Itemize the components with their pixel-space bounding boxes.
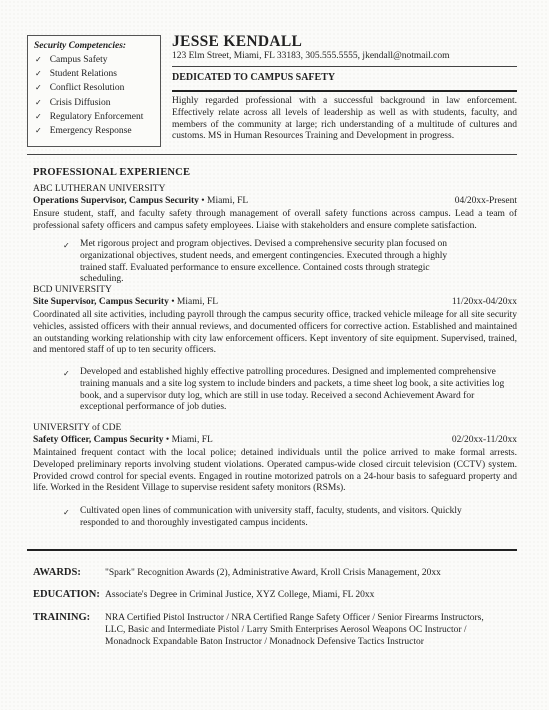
job-title-line: Operations Supervisor, Campus Security • Miami, FL: [33, 196, 249, 206]
competency-item: ✓ Campus Safety: [35, 53, 160, 67]
header-divider: [172, 66, 517, 67]
job-org: BCD UNIVERSITY: [33, 285, 112, 295]
job-achievement: Cultivated open lines of communication with university staff, faculty, students, and visitors. Quickly responded to and thoroughly investigated campus incidents.: [80, 506, 462, 528]
competency-item: ✓ Student Relations: [35, 67, 160, 81]
experience-title: PROFESSIONAL EXPERIENCE: [33, 167, 191, 178]
tagline: DEDICATED TO CAMPUS SAFETY: [172, 72, 336, 83]
summary: Highly regarded professional with a successful background in law enforcement. Effectively relate across all levels of leadership as well as with students, faculty, and members of the community at large; rich understanding of a multitude of cultures and customs. MS in Human Resources Training and Development in progress.: [172, 96, 517, 142]
section-divider: [27, 154, 517, 155]
job-dates: 11/20xx-04/20xx: [451, 297, 517, 307]
candidate-name: JESSE KENDALL: [172, 33, 303, 50]
job-org: UNIVERSITY of CDE: [33, 423, 122, 433]
check-icon: ✓: [63, 241, 70, 250]
check-icon: ✓: [63, 508, 70, 517]
competency-item: ✓ Emergency Response: [35, 124, 160, 138]
training-label: TRAINING:: [33, 612, 91, 623]
awards-label: AWARDS:: [33, 567, 81, 578]
section-divider: [27, 549, 517, 551]
training-text: NRA Certified Pistol Instructor / NRA Certified Range Safety Officer / Senior Firearms Instructors, LLC, Basic and Intermediate Pistol / Larry Smith Enterprises Aerosol Weapons OC Instructor / Monadnock Expandable Baton Instructor / Monadnock Defensive Tactics Instructor: [105, 613, 484, 647]
competencies-list: [28, 53, 160, 138]
job-dates: 02/20xx-11/20xx: [451, 435, 517, 445]
job-achievement: Met rigorous project and program objectives. Devised a comprehensive security plan focused on organizational objectives, student needs, and emergent contingencies. Executed through a highly trained staff. Evaluated performance to ensure excellence. Contained costs through strategic scheduling.: [80, 239, 448, 285]
job-org: ABC LUTHERAN UNIVERSITY: [33, 184, 166, 194]
contact-info: 123 Elm Street, Miami, FL 33183, 305.555.5555, jkendall@notmail.com: [172, 51, 450, 61]
job-achievement: Developed and established highly effective patrolling procedures. Designed and implemented comprehensive training manuals and a site log system to include binders and packets, a time sheet log book, a site activities log book, and a supervisor duty log, which are still in use today. Received a second Achievement Award for exceptional performance of job duties.: [80, 367, 505, 413]
education-text: Associate's Degree in Criminal Justice, XYZ College, Miami, FL 20xx: [105, 590, 375, 600]
job-description: Maintained frequent contact with the local police; detained individuals until the police arrived to make formal arrests. Developed preliminary reports involving student violations. Operated campus-wide closed circuit television (CCTV) system. Provided crowd control for special events. Engaged in routine motorized patrols on a 24-hour basis to safeguard property and life. Worked in the Resident Village to supervise resident safety monitors (RSMs).: [33, 448, 517, 494]
education-label: EDUCATION:: [33, 589, 100, 600]
awards-text: "Spark" Recognition Awards (2), Administrative Award, Kroll Crisis Management, 20xx: [105, 568, 441, 578]
competency-item: ✓ Conflict Resolution: [35, 81, 160, 95]
competencies-title: Security Competencies:: [34, 41, 127, 51]
job-dates: 04/20xx-Present: [454, 196, 517, 206]
job-title-line: Site Supervisor, Campus Security • Miami, FL: [33, 297, 219, 307]
summary-divider: [172, 90, 517, 92]
job-description: Coordinated all site activities, including payroll through the campus security office, tracked vehicle mileage for all site security vehicles, assisted officers with their annual reviews, and documented officers for corrective action. Established and maintained an outstanding working relationship with city law enforcement officers. Kept inventory of site equipment. Supervised, trained, and mentored staff of up to ten security officers.: [33, 310, 517, 356]
check-icon: ✓: [63, 369, 70, 378]
job-description: Ensure student, staff, and faculty safety through management of overall safety functions across campus. Lead a team of professional safety officers and campus safety employees. Liaise with stakeholders and ensure complete satisfaction.: [33, 209, 517, 231]
job-title-line: Safety Officer, Campus Security • Miami, FL: [33, 435, 213, 445]
competency-item: ✓ Crisis Diffusion: [35, 96, 160, 110]
competencies-box: [27, 35, 161, 147]
competency-item: ✓ Regulatory Enforcement: [35, 110, 160, 124]
